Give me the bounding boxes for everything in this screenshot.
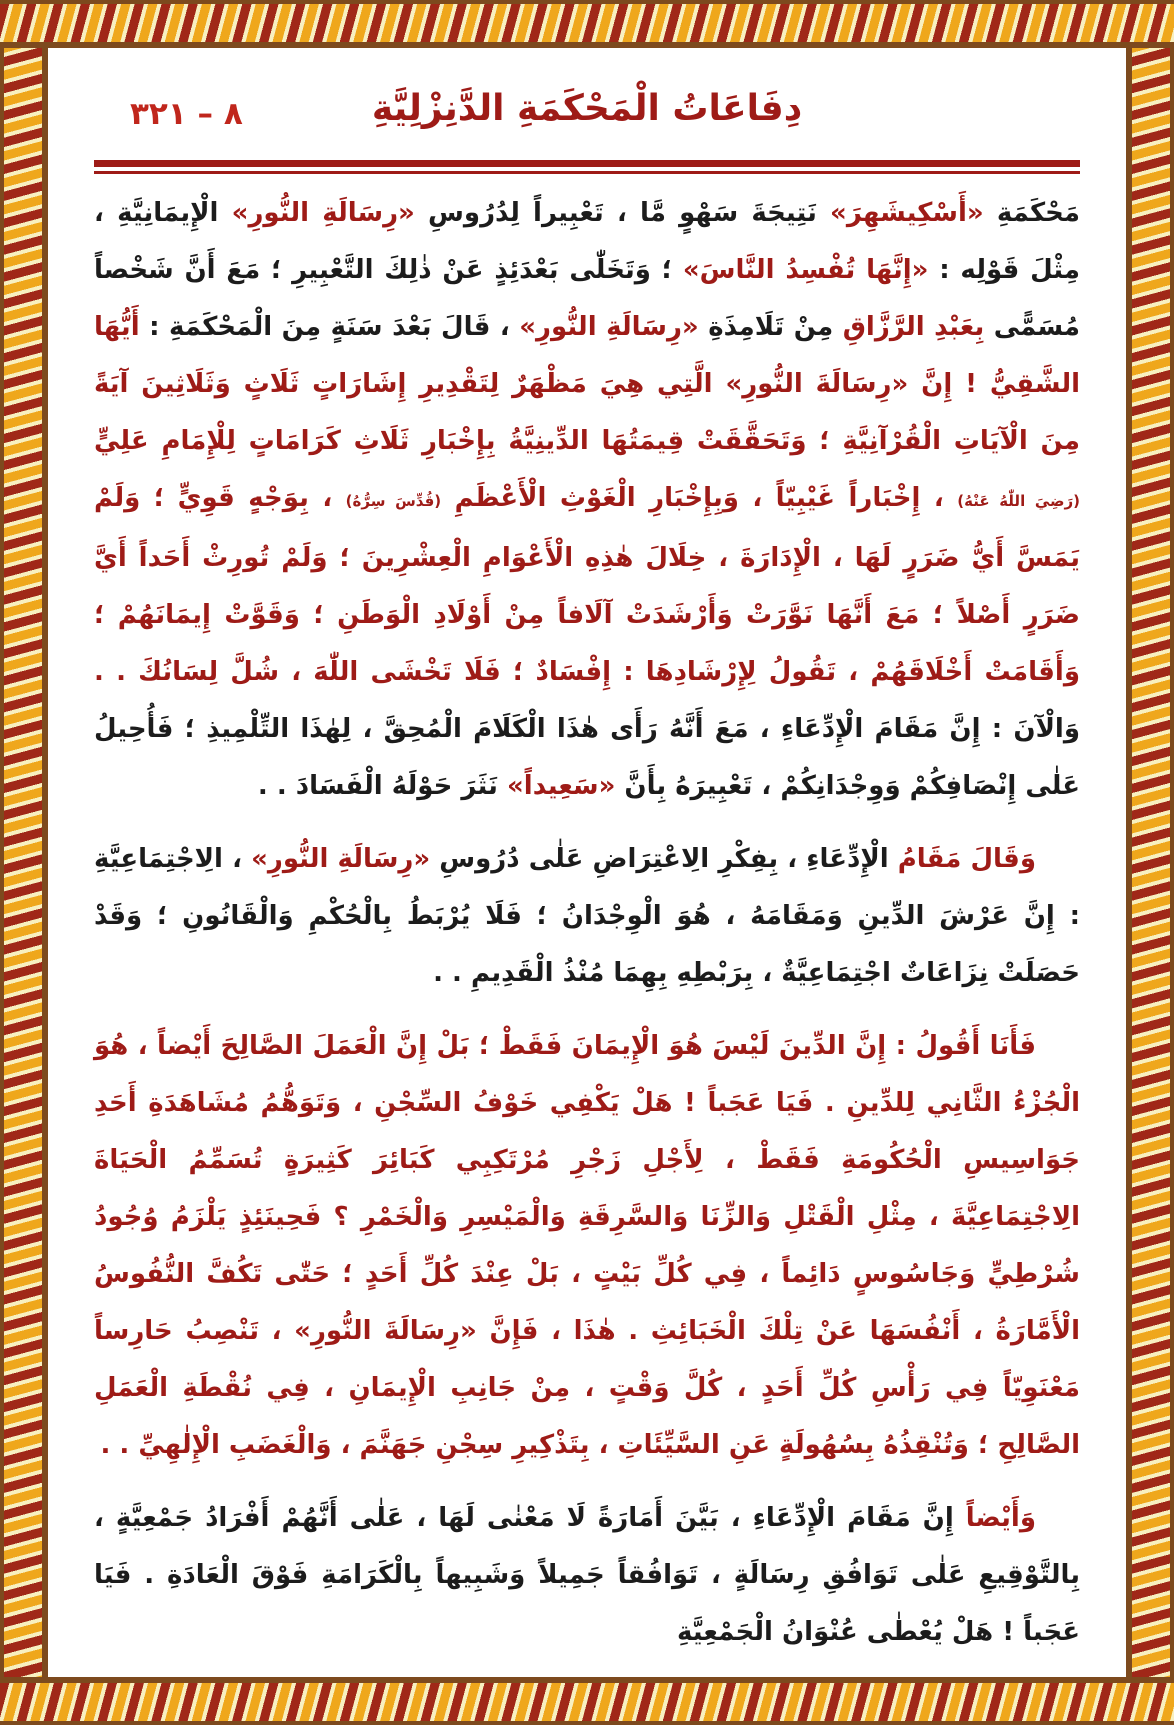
text-segment: «رِسَالَةِ النُّورِ» <box>231 198 415 228</box>
text-segment: نَتِيجَةَ سَهْوٍ مَّا ، تَعْبِيراً لِدُرُوسِ <box>414 198 831 228</box>
honorific-roundel: (رَضِيَ اللّٰهُ عَنْهُ) <box>957 492 1081 510</box>
text-segment: نَثَرَ حَوْلَهُ الْفَسَادَ . . <box>257 771 507 801</box>
paragraph <box>94 1490 1080 1661</box>
paragraph <box>94 1018 1080 1474</box>
header-divider <box>94 160 1080 175</box>
text-segment: «أَسْكِيشَهِرَ» <box>830 198 984 228</box>
text-segment: الْإِدِّعَاءِ ، بِفِكْرِ الِاعْتِرَاضِ عَلٰى دُرُوسِ <box>430 844 898 874</box>
text-segment: ، قَالَ بَعْدَ سَنَةٍ مِنَ الْمَحْكَمَةِ : <box>139 312 520 342</box>
ornamental-border-top <box>0 0 1174 48</box>
text-segment: وَقَالَ مَقَامُ <box>897 844 1036 874</box>
ornamental-border-bottom <box>0 1677 1174 1725</box>
text-segment: «رِسَالَةِ النُّورِ» <box>519 312 699 342</box>
page-content <box>38 38 1136 1687</box>
text-segment: وَالْآنَ : إِنَّ مَقَامَ الْإِدِّعَاءِ ، مَعَ أَنَّهُ رَأَى هٰذَا الْكَلَامَ الْمُحِقَّ ، لِهٰذَا التِّلْمِيذِ ؛ فَأُحِيلُ عَلٰى إِنْصَافِكُمْ وَوِجْدَانِكُمْ ، تَعْبِيرَهُ بِأَنَّ <box>94 714 1080 801</box>
text-segment: بِعَبْدِ الرَّزَّاقِ <box>842 312 985 342</box>
honorific-roundel: (قُدِّسَ سِرُّهُ) <box>345 492 442 510</box>
text-segment: ؛ وَتَخَلّٰى بَعْدَئِذٍ عَنْ ذٰلِكَ التَّعْبِيرِ ؛ مَعَ أَنَّ شَخْصاً مُسَمًّى <box>94 255 1081 342</box>
text-segment: «سَعِيداً» <box>506 771 616 801</box>
text-segment: ، إِخْبَاراً غَيْبِيّاً ، وَبِإِخْبَارِ الْغَوْثِ الْأَعْظَمِ <box>441 483 958 513</box>
page-title: دِفَاعَاتُ الْمَحْكَمَةِ الدَّنِزْلِيَّةِ <box>371 88 803 129</box>
page-number: ٨ – ٣٢١ <box>130 96 243 132</box>
text-segment: أَيُّهَا الشَّقِيُّ ! إِنَّ «رِسَالَةَ النُّورِ» الَّتِي هِيَ مَظْهَرٌ لِتَقْدِيرِ إِشَارَاتٍ ثَلَاثٍ وَثَلَاثِينَ آيَةً مِنَ الْآيَاتِ الْقُرْآنِيَّةِ ؛ وَتَحَقَّقَتْ قِيمَتُهَا الدِّينِيَّةُ بِإِخْبَارِ ثَلَاثِ كَرَامَاتٍ لِلْإِمَامِ عَلِيٍّ <box>94 312 1080 456</box>
text-segment: إِنَّ مَقَامَ الْإِدِّعَاءِ ، بَيَّنَ أَمَارَةً لَا مَعْنٰى لَهَا ، عَلٰى أَنَّهُمْ أَفْرَادُ جَمْعِيَّةٍ ، بِالتَّوْقِيعِ عَلٰى تَوَافُقِ رِسَالَةٍ ، تَوَافُقاً جَمِيلاً وَشَبِيهاً بِالْكَرَامَةِ فَوْقَ الْعَادَةِ . فَيَا عَجَباً ! هَلْ يُعْطٰى عُنْوَانُ الْجَمْعِيَّةِ <box>94 1503 1080 1647</box>
paragraph <box>94 831 1080 1002</box>
text-segment: مِنْ تَلَامِذَةِ <box>698 312 843 342</box>
text-segment: مَحْكَمَةِ <box>983 198 1081 228</box>
body-text <box>94 185 1080 1661</box>
text-segment: ، بِوَجْهٍ قَوِيٍّ ؛ وَلَمْ يَمَسَّ أَيُّ ضَرَرٍ لَهَا ، الْإِدَارَةَ ، خِلَالَ هٰذِهِ الْأَعْوَامِ الْعِشْرِينَ ؛ وَلَمْ تُورِثْ أَحَداً أَيَّ ضَرَرٍ أَصْلاً ؛ مَعَ أَنَّهَا نَوَّرَتْ وَأَرْشَدَتْ آلَافاً مِنْ أَوْلَادِ الْوَطَنِ ؛ وَقَوَّتْ إِيمَانَهُمْ ؛ وَأَقَامَتْ أَخْلَاقَهُمْ ، تَقُولُ لِإِرْشَادِهَا : إِفْسَادٌ ؛ فَلَا تَخْشَى اللّٰهَ ، شُلَّ لِسَانُكَ . . <box>94 483 1080 687</box>
text-segment: «رِسَالَةِ النُّورِ» <box>251 844 431 874</box>
page-header <box>94 66 1080 154</box>
ornamental-border-left <box>0 0 48 1725</box>
paragraph <box>94 185 1080 815</box>
ornamental-border-right <box>1126 0 1174 1725</box>
text-segment: ، الِاجْتِمَاعِيَّةِ : إِنَّ عَرْشَ الدِّينِ وَمَقَامَهُ ، هُوَ الْوِجْدَانُ ؛ فَلَا يُرْبَطُ بِالْحُكْمِ وَالْقَانُونِ ؛ وَقَدْ حَصَلَتْ نِزَاعَاتٌ اجْتِمَاعِيَّةٌ ، بِرَبْطِهِ بِهِمَا مُنْذُ الْقَدِيمِ . . <box>94 844 1080 988</box>
text-segment: الْإِيمَانِيَّةِ ، مِثْلَ قَوْلِه : <box>94 198 1080 285</box>
text-segment: فَأَنَا أَقُولُ : إِنَّ الدِّينَ لَيْسَ هُوَ الْإِيمَانَ فَقَطْ ؛ بَلْ إِنَّ الْعَمَلَ الصَّالِحَ أَيْضاً ، هُوَ الْجُزْءُ الثَّانِي لِلدِّينِ . فَيَا عَجَباً ! هَلْ يَكْفِي خَوْفُ السِّجْنِ ، وَتَوَهُّمُ مُشَاهَدَةِ أَحَدِ جَوَاسِيسِ الْحُكُومَةِ فَقَطْ ، لِأَجْلِ زَجْرِ مُرْتَكِبِي كَبَائِرَ كَثِيرَةٍ تُسَمِّمُ الْحَيَاةَ الِاجْتِمَاعِيَّةَ ، مِثْلِ الْقَتْلِ وَالزِّنَا وَالسَّرِقَةِ وَالْمَيْسِرِ وَالْخَمْرِ ؟ فَحِينَئِذٍ يَلْزَمُ وُجُودُ شُرْطِيٍّ وَجَاسُوسٍ دَائِماً ، فِي كُلِّ بَيْتٍ ، بَلْ عِنْدَ كُلِّ أَحَدٍ ؛ حَتّٰى تَكُفَّ النُّفُوسُ الْأَمَّارَةُ ، أَنْفُسَهَا عَنْ تِلْكَ الْخَبَائِثِ . هٰذَا ، فَإِنَّ «رِسَالَةَ النُّورِ» ، تَنْصِبُ حَارِساً مَعْنَوِيّاً فِي رَأْسِ كُلِّ أَحَدٍ ، كُلَّ وَقْتٍ ، مِنْ جَانِبِ الْإِيمَانِ ، فِي نُقْطَةِ الْعَمَلِ الصَّالِحِ ؛ وَتُنْقِذُهُ بِسُهُولَةٍ عَنِ السَّيِّئَاتِ ، بِتَذْكِيرِ سِجْنِ جَهَنَّمَ ، وَالْغَضَبِ الْإِلٰهِيِّ . . <box>94 1031 1080 1460</box>
text-segment: «إِنَّهَا تُفْسِدُ النَّاسَ» <box>682 255 929 285</box>
text-segment: وَأَيْضاً <box>965 1503 1036 1533</box>
